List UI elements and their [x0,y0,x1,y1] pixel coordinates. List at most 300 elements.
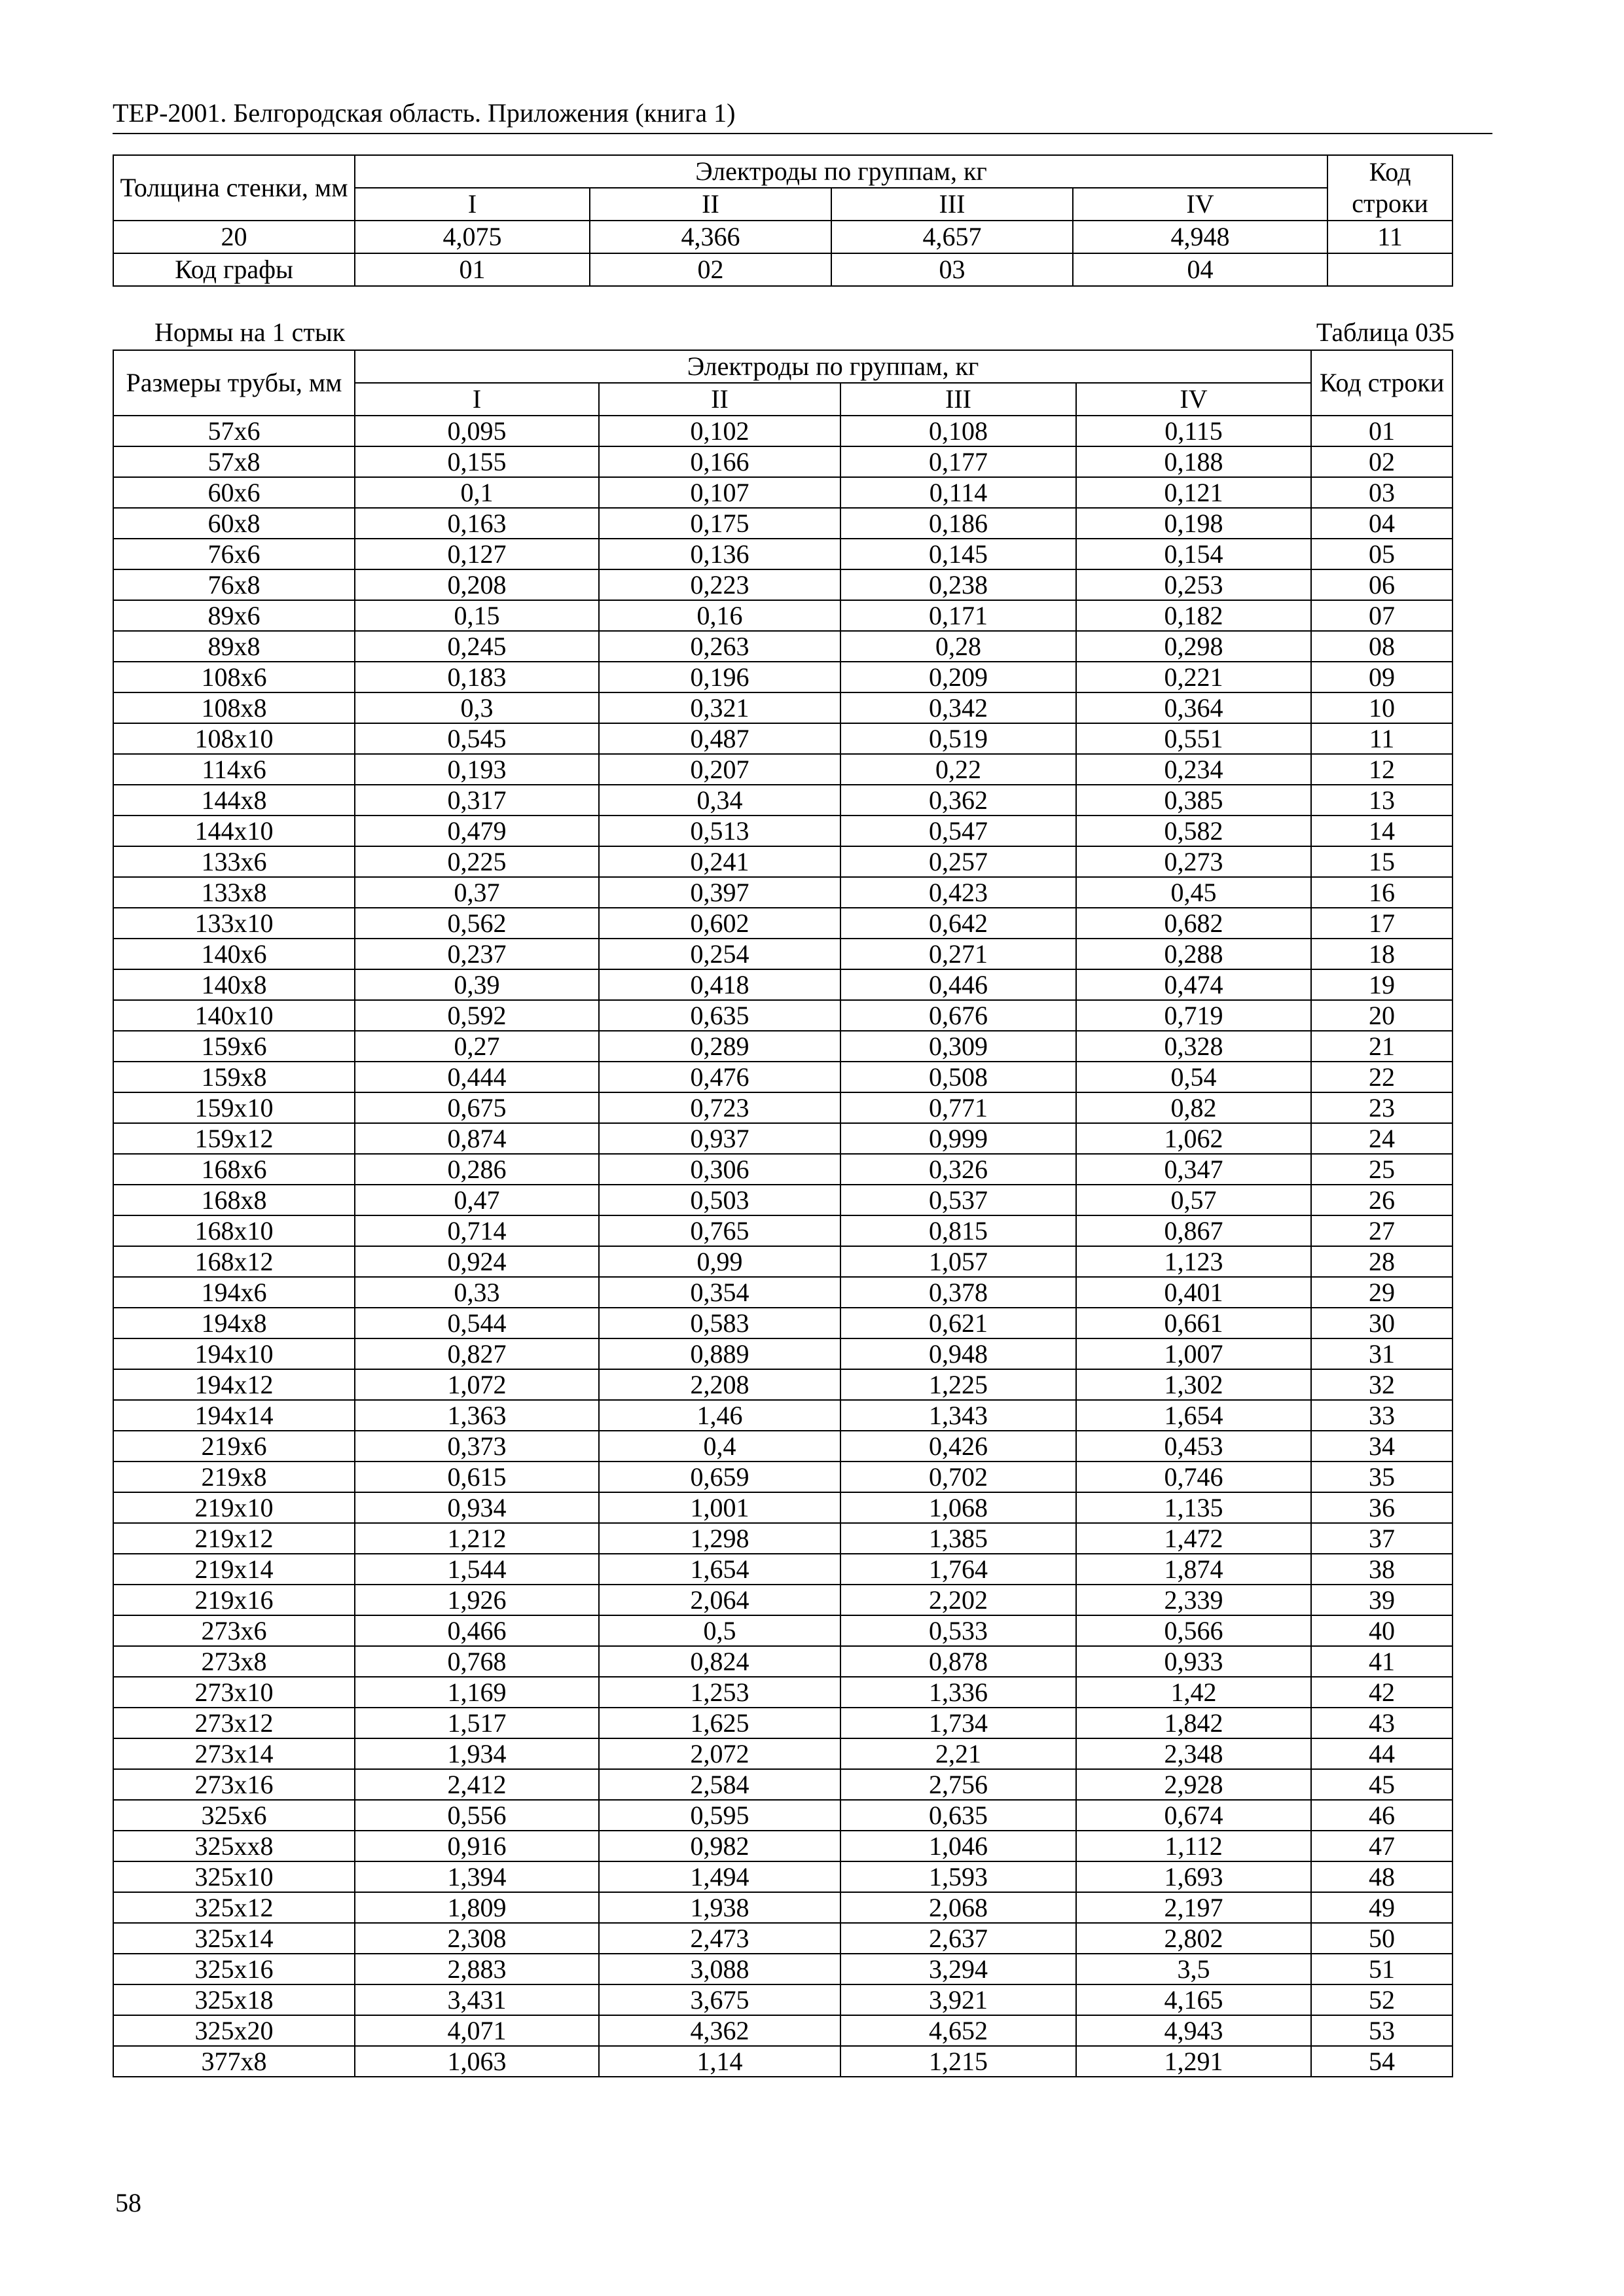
table-row [113,692,1453,723]
table-row [113,1615,1453,1646]
table-row [113,1923,1453,1954]
group-iv-value: 4,943 [1076,2015,1311,2046]
row-code-cell: 11 [1327,221,1453,253]
group-iii-value: 0,177 [840,446,1076,477]
group-ii-value: 0,289 [599,1031,840,1062]
group-iii-value: 0,948 [840,1338,1076,1369]
group-header-ii: II [599,383,840,416]
table-row [113,631,1453,662]
group-ii-value: 0,263 [599,631,840,662]
group-iii-value: 0,878 [840,1646,1076,1677]
row-code-cell: 31 [1311,1338,1453,1369]
size-cell: 194x10 [113,1338,355,1369]
table-row [113,1646,1453,1677]
group-iii-value: 1,046 [840,1831,1076,1861]
group-iii-value: 1,385 [840,1523,1076,1554]
row-code-cell: 40 [1311,1615,1453,1646]
group-iv-value: 0,474 [1076,969,1311,1000]
group-i-value: 0,286 [355,1154,599,1185]
row-code-cell: 46 [1311,1800,1453,1831]
norms-table [113,350,1453,2077]
group-iii-value: 1,057 [840,1246,1076,1277]
table-row [113,1062,1453,1092]
group-i-value: 0,934 [355,1492,599,1523]
group-i-value: 0,39 [355,969,599,1000]
row-code-cell: 09 [1311,662,1453,692]
table-row [113,1892,1453,1923]
row-code-cell: 28 [1311,1246,1453,1277]
electrode-groups-header: Электроды по группам, кг [355,350,1311,383]
table-row [113,600,1453,631]
table-row [113,446,1453,477]
group-ii-value: 0,136 [599,539,840,569]
group-iii-value: 0,145 [840,539,1076,569]
table-row [113,1861,1453,1892]
size-cell: 219x16 [113,1585,355,1615]
group-iv-value: 2,348 [1076,1738,1311,1769]
group-ii-value: 0,503 [599,1185,840,1215]
size-cell: 168x6 [113,1154,355,1185]
group-iv-value: 1,123 [1076,1246,1311,1277]
row-code-cell: 12 [1311,754,1453,785]
size-cell: 325x10 [113,1861,355,1892]
group-iv-value: 0,182 [1076,600,1311,631]
group-iv-value: 2,197 [1076,1892,1311,1923]
column-code-empty [1327,253,1453,286]
row-code-cell: 27 [1311,1215,1453,1246]
group-iv-value: 1,693 [1076,1861,1311,1892]
group-iv-value: 0,933 [1076,1646,1311,1677]
group-iii-value: 0,342 [840,692,1076,723]
group-i-value: 0,183 [355,662,599,692]
group-ii-value: 1,001 [599,1492,840,1523]
table-row [113,1831,1453,1861]
row-code-cell: 10 [1311,692,1453,723]
size-cell: 168x8 [113,1185,355,1215]
group-ii-value: 0,207 [599,754,840,785]
row-code-cell: 11 [1311,723,1453,754]
group-i-value: 0,675 [355,1092,599,1123]
table-row [113,1400,1453,1431]
group-i-value: 2,412 [355,1769,599,1800]
size-cell: 325x16 [113,1954,355,1984]
table-row [113,816,1453,846]
group-i-value: 0,3 [355,692,599,723]
group-i-value: 1,169 [355,1677,599,1708]
row-code-cell: 07 [1311,600,1453,631]
table-row [113,785,1453,816]
size-cell: 273x16 [113,1769,355,1800]
row-code-cell: 44 [1311,1738,1453,1769]
group-ii-value: 0,889 [599,1338,840,1369]
group-iii-value: 1,764 [840,1554,1076,1585]
row-code-cell: 30 [1311,1308,1453,1338]
group-iv-value: 0,364 [1076,692,1311,723]
size-cell: 144x10 [113,816,355,846]
size-cell: 325x6 [113,1800,355,1831]
group-ii-value: 0,397 [599,877,840,908]
group-ii-value: 2,072 [599,1738,840,1769]
row-code-cell: 26 [1311,1185,1453,1215]
group-i-value: 0,208 [355,569,599,600]
row-code-cell: 47 [1311,1831,1453,1861]
group-iii-value: 0,537 [840,1185,1076,1215]
group-iii-value: 3,294 [840,1954,1076,1984]
group-ii-value: 0,659 [599,1462,840,1492]
group-i-value: 0,317 [355,785,599,816]
group-header-iv: IV [1073,188,1327,221]
group-iv-value: 0,566 [1076,1615,1311,1646]
group-iii-value: 0,271 [840,939,1076,969]
size-cell: 273x14 [113,1738,355,1769]
group-i-value: 0,924 [355,1246,599,1277]
row-code-cell: 01 [1311,416,1453,446]
group-ii-value: 1,938 [599,1892,840,1923]
group-iv-value: 1,135 [1076,1492,1311,1523]
page-header: ТЕР-2001. Белгородская область. Приложения (книга 1) [113,98,736,128]
group-i-value: 0,562 [355,908,599,939]
size-cell: 377x8 [113,2046,355,2077]
group-ii-value: 0,241 [599,846,840,877]
row-code-cell: 24 [1311,1123,1453,1154]
group-i-value: 2,883 [355,1954,599,1984]
table-row [113,2015,1453,2046]
group-iv-value: 0,867 [1076,1215,1311,1246]
group-i-value: 0,444 [355,1062,599,1092]
column-code: 01 [355,253,590,286]
group-ii-value: 0,223 [599,569,840,600]
group-header-i: I [355,188,590,221]
row-code-cell: 17 [1311,908,1453,939]
size-cell: 140x6 [113,939,355,969]
table-row [113,1585,1453,1615]
size-cell: 273x6 [113,1615,355,1646]
group-i-value: 0,874 [355,1123,599,1154]
group-i-value: 1,063 [355,2046,599,2077]
column-code: 03 [831,253,1073,286]
group-iii-value: 2,202 [840,1585,1076,1615]
table-row [113,477,1453,508]
group-i-value: 0,545 [355,723,599,754]
group-i-value: 0,556 [355,1800,599,1831]
group-iii-value: 0,28 [840,631,1076,662]
group-ii-value: 1,298 [599,1523,840,1554]
table-row [113,1492,1453,1523]
size-cell: 325xx8 [113,1831,355,1861]
group-ii-value: 0,254 [599,939,840,969]
group-i-value: 1,394 [355,1861,599,1892]
group-iii-value: 0,238 [840,569,1076,600]
group-iii-value: 1,343 [840,1400,1076,1431]
table-row [113,1523,1453,1554]
group-iv-value: 0,746 [1076,1462,1311,1492]
table-row [113,2046,1453,2077]
group-ii-value: 0,321 [599,692,840,723]
page-number: 58 [115,2188,141,2217]
group-iv-value: 1,007 [1076,1338,1311,1369]
group-ii-value: 0,5 [599,1615,840,1646]
group-iii-value: 0,519 [840,723,1076,754]
table-row [113,1369,1453,1400]
group-ii-value: 0,166 [599,446,840,477]
table-row [113,569,1453,600]
table-row [113,1308,1453,1338]
group-iii-value: 0,676 [840,1000,1076,1031]
table-row [113,1338,1453,1369]
group-i-value: 0,479 [355,816,599,846]
group-ii-value: 0,175 [599,508,840,539]
group-iv-value: 0,719 [1076,1000,1311,1031]
row-code-cell: 32 [1311,1369,1453,1400]
row-code-cell: 19 [1311,969,1453,1000]
size-cell: 133x8 [113,877,355,908]
table-row [113,1123,1453,1154]
group-iii-value: 0,621 [840,1308,1076,1338]
group-iii-value: 1,734 [840,1708,1076,1738]
group-iii-value: 2,756 [840,1769,1076,1800]
group-iii-value: 0,547 [840,816,1076,846]
group-ii-value: 1,253 [599,1677,840,1708]
table-row [113,1954,1453,1984]
group-iii-value: 2,637 [840,1923,1076,1954]
group-iv-value: 1,874 [1076,1554,1311,1585]
group-iv-value: 0,57 [1076,1185,1311,1215]
row-code-cell: 23 [1311,1092,1453,1123]
group-iii-value: 0,22 [840,754,1076,785]
group-header-iv: IV [1076,383,1311,416]
table-row [113,1000,1453,1031]
group-iv-value: 0,221 [1076,662,1311,692]
group-iii-value: 0,508 [840,1062,1076,1092]
group-ii-value: 1,494 [599,1861,840,1892]
thickness-header: Толщина стенки, мм [113,155,355,221]
group-iii-value: 4,657 [831,221,1073,253]
group-iv-value: 1,062 [1076,1123,1311,1154]
group-iv-value: 1,654 [1076,1400,1311,1431]
group-ii-value: 1,625 [599,1708,840,1738]
table-row [113,1984,1453,2015]
group-iv-value: 0,453 [1076,1431,1311,1462]
group-iv-value: 0,328 [1076,1031,1311,1062]
row-code-cell: 49 [1311,1892,1453,1923]
group-ii-value: 0,824 [599,1646,840,1677]
group-ii-value: 0,595 [599,1800,840,1831]
group-i-value: 0,095 [355,416,599,446]
group-iv-value: 0,551 [1076,723,1311,754]
group-iii-value: 0,533 [840,1615,1076,1646]
row-code-cell: 35 [1311,1462,1453,1492]
table-row [113,416,1453,446]
group-i-value: 1,517 [355,1708,599,1738]
size-cell: 325x20 [113,2015,355,2046]
size-cell: 108x10 [113,723,355,754]
group-ii-value: 0,16 [599,600,840,631]
group-ii-value: 0,99 [599,1246,840,1277]
table-row [113,754,1453,785]
row-code-cell: 14 [1311,816,1453,846]
group-ii-value: 0,107 [599,477,840,508]
size-cell: 159x12 [113,1123,355,1154]
size-cell: 140x10 [113,1000,355,1031]
size-cell: 60x6 [113,477,355,508]
group-ii-value: 0,937 [599,1123,840,1154]
row-code-cell: 25 [1311,1154,1453,1185]
group-iii-value: 4,652 [840,2015,1076,2046]
group-i-value: 0,714 [355,1215,599,1246]
group-header-ii: II [590,188,831,221]
group-iii-value: 0,362 [840,785,1076,816]
table-row [113,1185,1453,1215]
group-i-value: 0,37 [355,877,599,908]
size-cell: 159x6 [113,1031,355,1062]
group-iv-value: 0,45 [1076,877,1311,908]
table-row [113,1769,1453,1800]
row-code-header: Код строки [1327,155,1453,221]
group-i-value: 0,245 [355,631,599,662]
row-code-cell: 13 [1311,785,1453,816]
table-row [113,1215,1453,1246]
group-i-value: 1,926 [355,1585,599,1615]
group-iv-value: 2,802 [1076,1923,1311,1954]
group-iii-value: 0,815 [840,1215,1076,1246]
group-ii-value: 0,602 [599,908,840,939]
size-cell: 108x6 [113,662,355,692]
size-cell: 76x8 [113,569,355,600]
group-iii-value: 0,171 [840,600,1076,631]
group-ii-value: 0,635 [599,1000,840,1031]
row-code-cell: 04 [1311,508,1453,539]
group-iii-value: 1,336 [840,1677,1076,1708]
group-i-value: 0,1 [355,477,599,508]
group-ii-value: 2,064 [599,1585,840,1615]
group-i-value: 0,615 [355,1462,599,1492]
size-cell: 219x12 [113,1523,355,1554]
row-code-header: Код строки [1311,350,1453,416]
group-iii-value: 0,114 [840,477,1076,508]
size-cell: 76x6 [113,539,355,569]
group-i-value: 0,466 [355,1615,599,1646]
group-ii-value: 0,354 [599,1277,840,1308]
table-row [113,1154,1453,1185]
table-row [113,939,1453,969]
row-code-cell: 53 [1311,2015,1453,2046]
continued-table [113,154,1453,287]
group-iii-value: 0,702 [840,1462,1076,1492]
group-i-value: 0,768 [355,1646,599,1677]
group-iv-value: 0,115 [1076,416,1311,446]
group-ii-value: 0,513 [599,816,840,846]
group-iv-value: 0,188 [1076,446,1311,477]
group-iv-value: 1,302 [1076,1369,1311,1400]
row-code-cell: 05 [1311,539,1453,569]
group-iii-value: 1,215 [840,2046,1076,2077]
group-iv-value: 1,842 [1076,1708,1311,1738]
table-row [113,1246,1453,1277]
group-iii-value: 1,068 [840,1492,1076,1523]
size-cell: 194x8 [113,1308,355,1338]
table-row [113,1677,1453,1708]
group-i-value: 0,916 [355,1831,599,1861]
group-ii-value: 0,196 [599,662,840,692]
group-ii-value: 4,362 [599,2015,840,2046]
group-ii-value: 0,476 [599,1062,840,1092]
size-cell: 325x12 [113,1892,355,1923]
row-code-cell: 45 [1311,1769,1453,1800]
group-ii-value: 4,366 [590,221,831,253]
group-iv-value: 0,661 [1076,1308,1311,1338]
group-iv-value: 0,682 [1076,908,1311,939]
group-ii-value: 0,4 [599,1431,840,1462]
size-cell: 168x10 [113,1215,355,1246]
size-cell: 114x6 [113,754,355,785]
group-iv-value: 0,253 [1076,569,1311,600]
group-i-value: 0,193 [355,754,599,785]
group-iii-value: 0,378 [840,1277,1076,1308]
row-code-cell: 02 [1311,446,1453,477]
row-code-cell: 38 [1311,1554,1453,1585]
group-iii-value: 0,209 [840,662,1076,692]
group-iv-value: 0,347 [1076,1154,1311,1185]
table-row [113,908,1453,939]
group-ii-value: 2,208 [599,1369,840,1400]
group-iii-value: 2,068 [840,1892,1076,1923]
electrode-groups-header: Электроды по группам, кг [355,155,1327,188]
group-ii-value: 1,654 [599,1554,840,1585]
size-cell: 108x8 [113,692,355,723]
group-iv-value: 0,273 [1076,846,1311,877]
row-code-cell: 21 [1311,1031,1453,1062]
row-code-cell: 18 [1311,939,1453,969]
table-row [113,1554,1453,1585]
table-row [113,723,1453,754]
group-header-i: I [355,383,599,416]
row-code-cell: 34 [1311,1431,1453,1462]
group-iii-value: 0,186 [840,508,1076,539]
size-cell: 194x12 [113,1369,355,1400]
table-row [113,1738,1453,1769]
group-iii-value: 0,309 [840,1031,1076,1062]
group-iv-value: 0,288 [1076,939,1311,969]
group-iii-value: 1,593 [840,1861,1076,1892]
table-row [113,1277,1453,1308]
row-code-cell: 52 [1311,1984,1453,2015]
group-iii-value: 0,635 [840,1800,1076,1831]
group-iv-value: 0,401 [1076,1277,1311,1308]
size-cell: 168x12 [113,1246,355,1277]
row-code-cell: 48 [1311,1861,1453,1892]
group-iii-value: 0,108 [840,416,1076,446]
size-cell: 89x8 [113,631,355,662]
group-i-value: 1,212 [355,1523,599,1554]
size-cell: 194x14 [113,1400,355,1431]
group-iv-value: 2,928 [1076,1769,1311,1800]
size-cell: 194x6 [113,1277,355,1308]
group-iv-value: 0,198 [1076,508,1311,539]
size-cell: 133x6 [113,846,355,877]
group-iv-value: 0,121 [1076,477,1311,508]
table-row [113,1431,1453,1462]
group-iii-value: 3,921 [840,1984,1076,2015]
group-iii-value: 0,999 [840,1123,1076,1154]
group-ii-value: 0,982 [599,1831,840,1861]
size-cell: 219x8 [113,1462,355,1492]
pipe-size-header: Размеры трубы, мм [113,350,355,416]
row-code-cell: 39 [1311,1585,1453,1615]
group-ii-value: 1,14 [599,2046,840,2077]
size-cell: 20 [113,221,355,253]
table-row [113,1092,1453,1123]
group-ii-value: 0,765 [599,1215,840,1246]
